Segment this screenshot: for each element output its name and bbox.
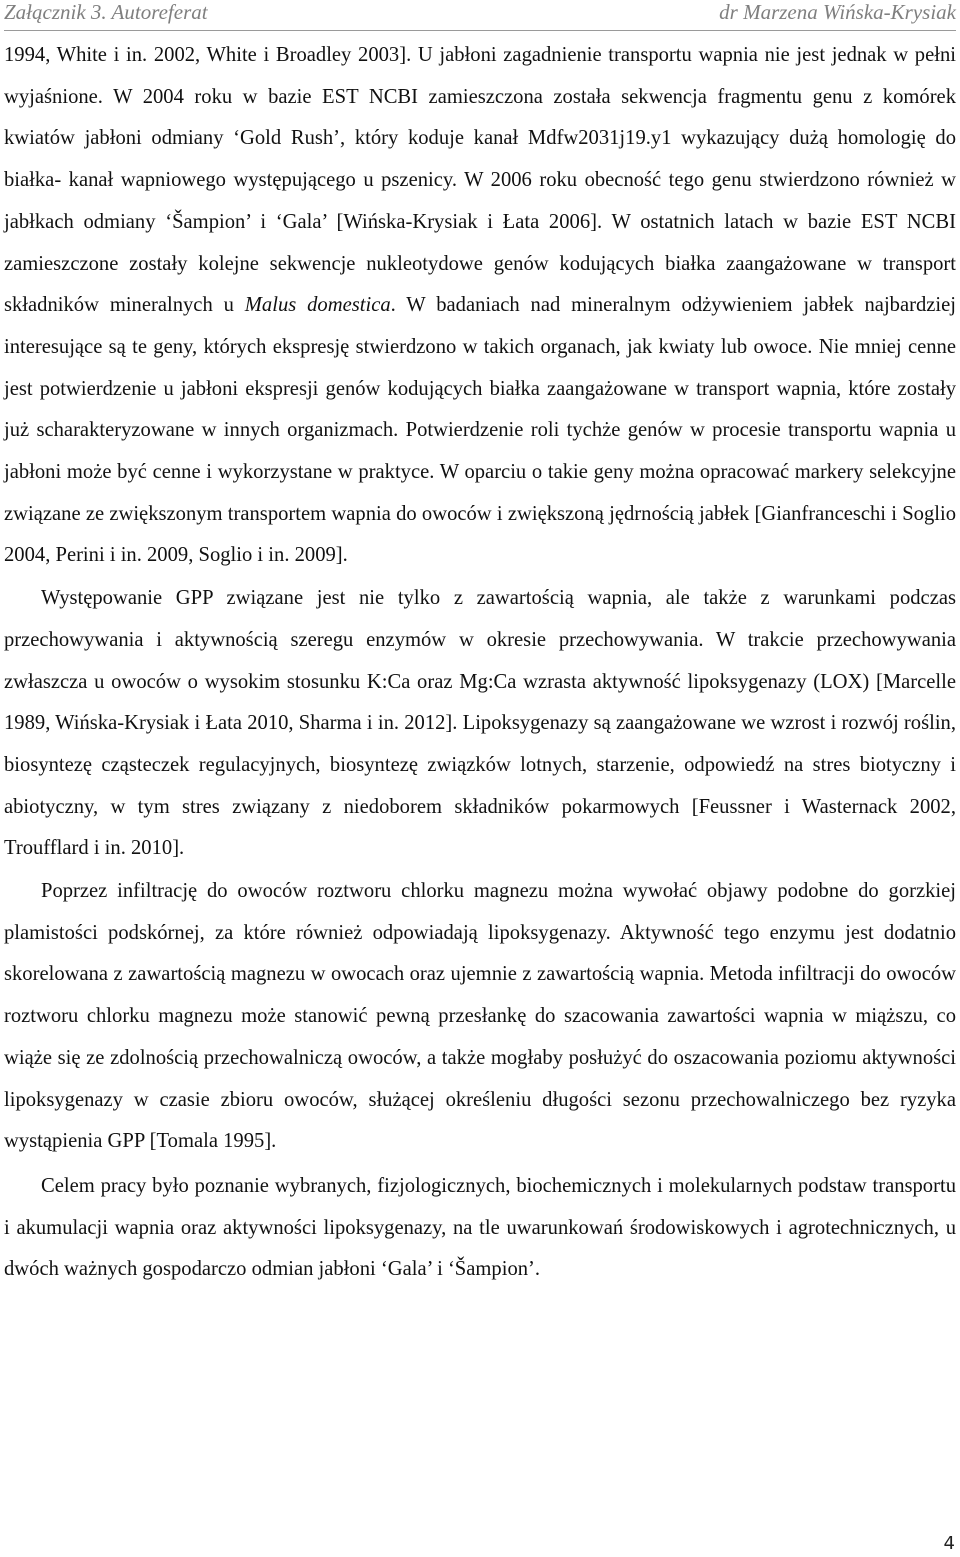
paragraph-text: 1994, White i in. 2002, White i Broadley 2003]. U jabłoni zagadnienie transportu wapnia nie jest jednak w pełni wyjaśnione. W 2004 roku w bazie EST NCBI zamieszczona została sekwencja fragmentu genu z komórek kwiatów jabłoni odmiany ‘Gold Rush’, który koduje kanał Mdfw2031j19.y1 wykazujący dużą homologię do białka- kanał wapniowego występującego u pszenicy. W 2006 roku obecność tego genu stwierdzono również w jabłkach odmiany ‘Šampion’ i ‘Gala’ [Wińska-Krysiak i Łata 2006]. W ostatnich latach w bazie EST NCBI zamieszczone zostały kolejne sekwencje nukleotydowe genów kodujących białka zaangażowane w transport składników mineralnych u [4,44,956,317]
page-number: 4 [943,1533,955,1554]
paragraph-text: . W badaniach nad mineralnym odżywieniem jabłek najbardziej interesujące są te geny, których ekspresję stwierdzono w takich organach, jak kwiaty lub owoce. Nie mniej cenne jest potwierdzenie u jabłoni ekspresji genów kodujących białka zaangażowane w transport wapnia, które zostały już scharakteryzowane w innych organizmach. Potwierdzenie roli tychże genów w procesie transportu wapnia u jabłoni może być cenne i wykorzystane w praktyce. W oparciu o takie geny można opracować markery selekcyjne związane ze zwiększonym transportem wapnia do owoców i zwiększoną jędrnością jabłek [Gianfranceschi i Soglio 2004, Perini i in. 2009, Soglio i in. 2009]. [4,294,956,567]
paragraph-continued [4,35,956,577]
paragraph-gpp: Występowanie GPP związane jest nie tylko z zawartością wapnia, ale także z warunkami podczas przechowywania i aktywnością szeregu enzymów w okresie przechowywania. W trakcie przechowywania zwłaszcza u owoców o wysokim stosunku K:Ca oraz Mg:Ca wzrasta aktywność lipoksygenazy (LOX) [Marcelle 1989, Wińska-Krysiak i Łata 2010, Sharma i in. 2012]. Lipoksygenazy są zaangażowane we wzrost i rozwój roślin, biosyntezę cząsteczek regulacyjnych, biosyntezę związków lotnych, starzenie, odpowiedź na stres biotyczny i abiotyczny, w tym stres związany z niedoborem składników pokarmowych [Feussner i Wasternack 2002, Troufflard i in. 2010]. [4,587,956,860]
header-title: Załącznik 3. Autoreferat [4,0,208,24]
species-name: Malus domestica [244,294,391,317]
document-body [4,35,956,1291]
paragraph-infiltration: Poprzez infiltrację do owoców roztworu chlorku magnezu można wywołać objawy podobne do gorzkiej plamistości podskórnej, za które również odpowiadają lipoksygenazy. Aktywność tego enzymu jest dodatnio skorelowana z zawartością magnezu w owocach oraz ujemnie z zawartością wapnia. Metoda infiltracji do owoców roztworu chlorku magnezu może stanowić pewną przesłankę do szacowania zawartości wapnia w miąższu, co wiąże się ze zdolnością przechowalniczą owoców, a także mogłaby posłużyć do oszacowania poziomu aktywności lipoksygenazy w czasie zbioru owoców, służącej określeniu długości sezonu przechowalniczego bez ryzyka wystąpienia GPP [Tomala 1995]. [4,880,956,1153]
paragraph-aim: Celem pracy było poznanie wybranych, fizjologicznych, biochemicznych i molekularnych podstaw transportu i akumulacji wapnia oraz aktywności lipoksygenazy, na tle uwarunkowań środowiskowych i agrotechnicznych, u dwóch ważnych gospodarczo odmian jabłoni ‘Gala’ i ‘Šampion’. [4,1174,956,1281]
page-header [4,0,956,31]
header-author: dr Marzena Wińska-Krysiak [719,0,956,24]
